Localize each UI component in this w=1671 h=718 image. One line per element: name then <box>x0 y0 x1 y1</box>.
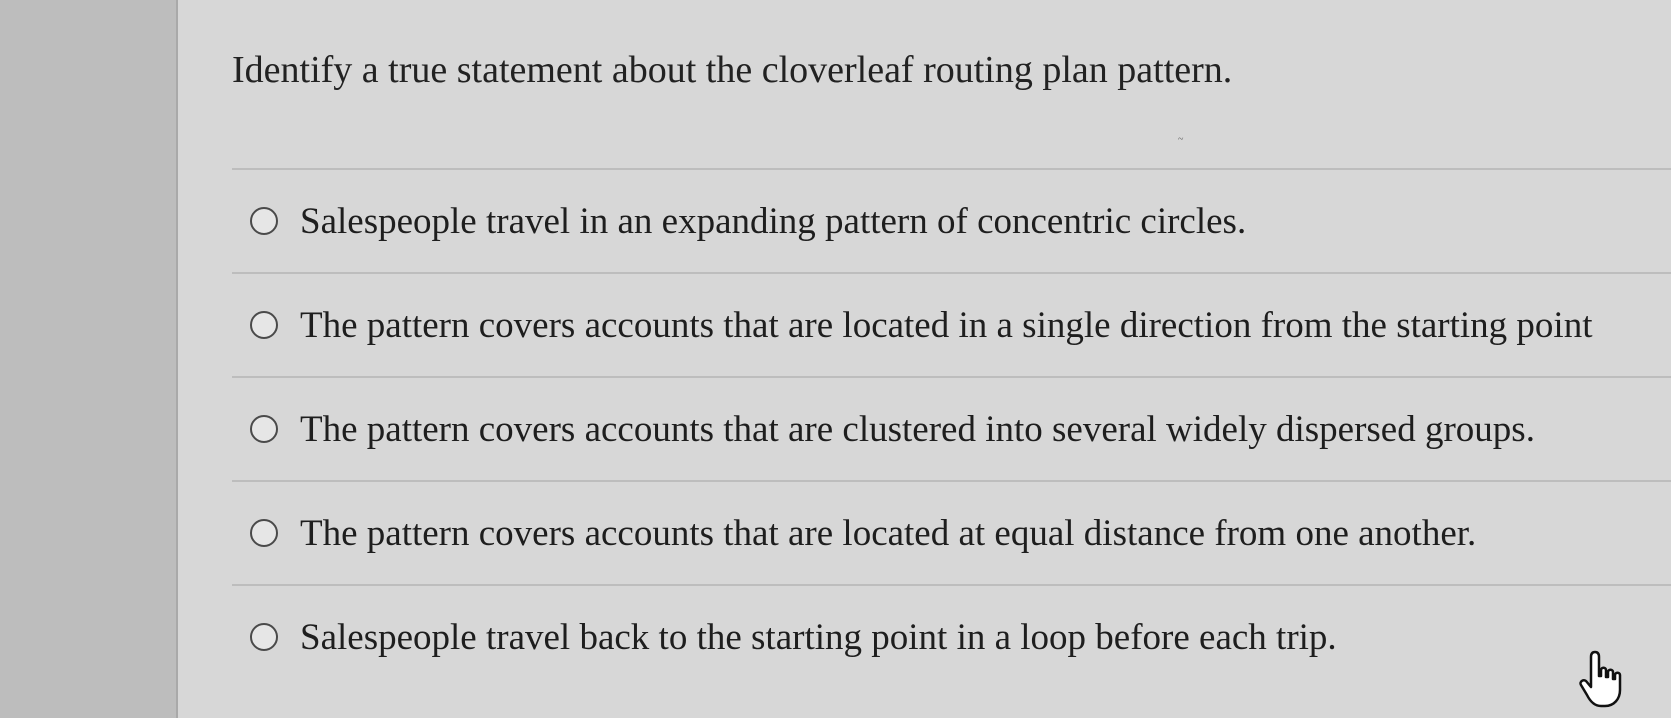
answer-option-label: The pattern covers accounts that are clustered into several widely dispersed groups. <box>300 408 1535 450</box>
radio-circle-icon[interactable] <box>250 311 278 339</box>
answer-option-4[interactable] <box>232 480 1671 584</box>
radio-circle-icon[interactable] <box>250 623 278 651</box>
answer-option-2[interactable] <box>232 272 1671 376</box>
radio-circle-icon[interactable] <box>250 519 278 547</box>
answer-option-3[interactable] <box>232 376 1671 480</box>
stray-mark <box>1178 134 1188 138</box>
answer-option-label: Salespeople travel back to the starting point in a loop before each trip. <box>300 616 1337 658</box>
answer-option-1[interactable] <box>232 168 1671 272</box>
question-text: Identify a true statement about the cloverleaf routing plan pattern. <box>232 49 1233 91</box>
answer-option-5[interactable] <box>232 584 1671 688</box>
answer-option-label: The pattern covers accounts that are located at equal distance from one another. <box>300 512 1477 554</box>
radio-circle-icon[interactable] <box>250 415 278 443</box>
answer-option-label: Salespeople travel in an expanding pattern of concentric circles. <box>300 200 1247 242</box>
answer-option-label: The pattern covers accounts that are located in a single direction from the starting point <box>300 304 1593 346</box>
hand-pointer-icon <box>1577 648 1629 710</box>
answer-options <box>232 168 1671 688</box>
radio-circle-icon[interactable] <box>250 207 278 235</box>
question-panel <box>178 0 1671 718</box>
left-margin <box>0 0 178 718</box>
